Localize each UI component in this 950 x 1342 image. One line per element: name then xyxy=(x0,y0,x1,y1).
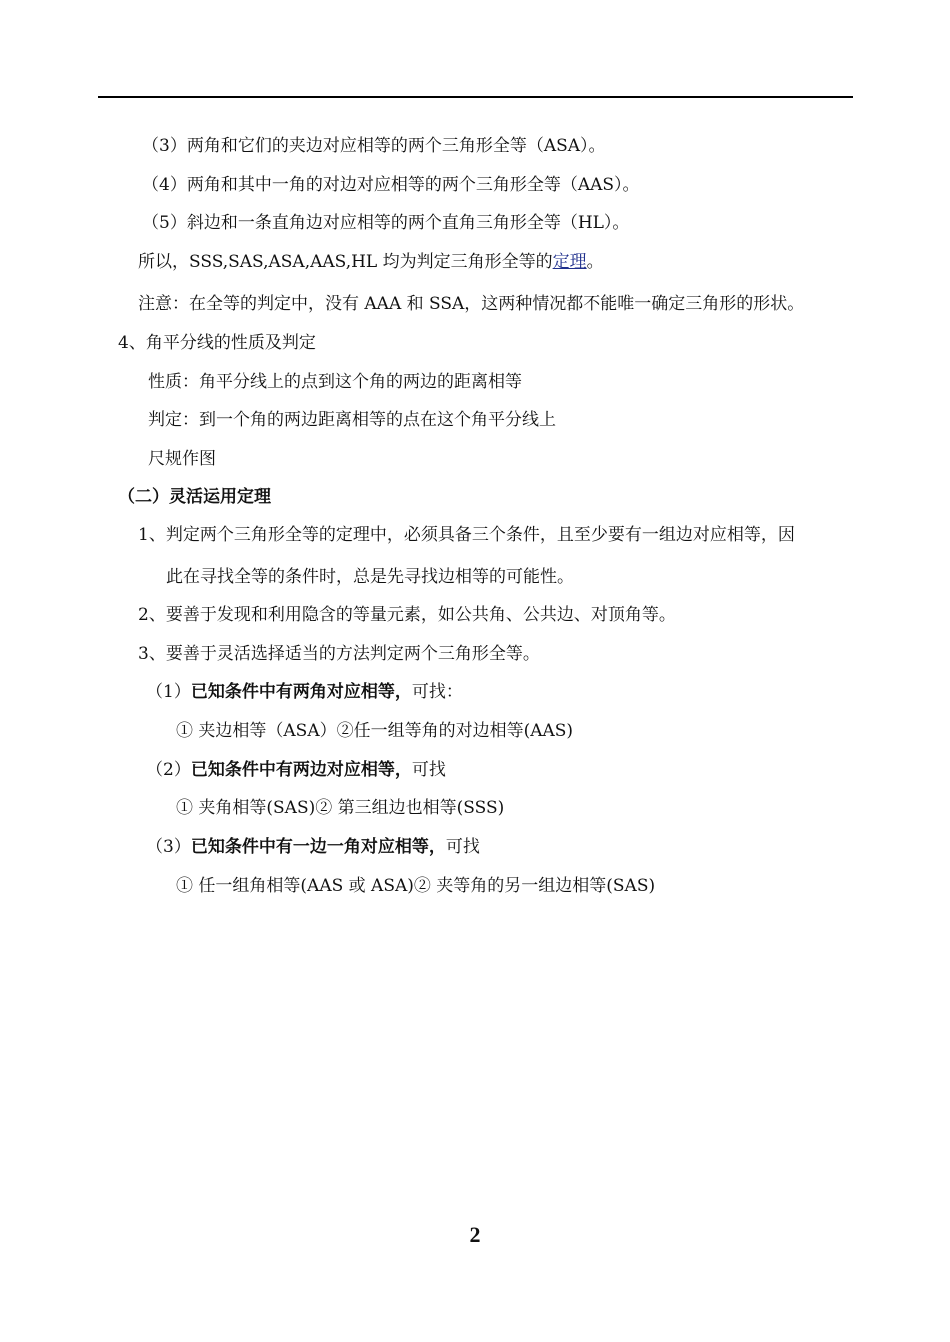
theorem-link[interactable]: 定理 xyxy=(552,252,587,272)
case-2-options: ① 夹角相等(SAS)② 第三组边也相等(SSS) xyxy=(176,798,505,818)
bisector-property: 性质：角平分线上的点到这个角的两边的距离相等 xyxy=(148,372,522,392)
case-1-condition: 已知条件中有两角对应相等， xyxy=(190,682,412,702)
page-number: 2 xyxy=(469,1222,481,1247)
case-2-find: 可找 xyxy=(411,760,446,780)
criterion-aas: （4）两角和其中一角的对边对应相等的两个三角形全等（AAS）。 xyxy=(142,175,640,195)
case-1-find: 可找： xyxy=(411,682,463,702)
bisector-criterion: 判定：到一个角的两边距离相等的点在这个角平分线上 xyxy=(148,410,556,430)
summary-period: 。 xyxy=(586,252,604,272)
case-2-condition: 已知条件中有两边对应相等， xyxy=(190,760,412,780)
case-2-number: （2） xyxy=(146,760,191,780)
case-1-line xyxy=(146,681,463,703)
item-2: 2、要善于发现和利用隐含的等量元素，如公共角、公共边、对顶角等。 xyxy=(138,605,676,625)
case-3-condition: 已知条件中有一边一角对应相等， xyxy=(190,837,446,857)
criterion-asa: （3）两角和它们的夹边对应相等的两个三角形全等（ASA）。 xyxy=(142,136,606,156)
case-2-line xyxy=(146,759,446,781)
bisector-heading: 4、角平分线的性质及判定 xyxy=(118,333,316,353)
case-3-number: （3） xyxy=(146,837,191,857)
summary-text: 所以，SSS,SAS,ASA,AAS,HL 均为判定三角形全等的 xyxy=(138,252,553,272)
section-heading: （二）灵活运用定理 xyxy=(118,487,271,507)
criterion-hl: （5）斜边和一条直角边对应相等的两个直角三角形全等（HL）。 xyxy=(142,213,630,233)
note-line: 注意：在全等的判定中，没有 AAA 和 SSA，这两种情况都不能唯一确定三角形的形状。 xyxy=(138,294,805,314)
case-3-find: 可找 xyxy=(445,837,480,857)
construction-line: 尺规作图 xyxy=(148,449,216,469)
header-rule xyxy=(98,96,853,98)
case-1-options: ① 夹边相等（ASA）②任一组等角的对边相等(AAS) xyxy=(176,721,574,741)
item-3: 3、要善于灵活选择适当的方法判定两个三角形全等。 xyxy=(138,644,540,664)
summary-line xyxy=(138,251,604,273)
case-1-number: （1） xyxy=(146,682,191,702)
item-1-line-2: 此在寻找全等的条件时，总是先寻找边相等的可能性。 xyxy=(166,567,574,587)
item-1-line-1: 1、判定两个三角形全等的定理中，必须具备三个条件，且至少要有一组边对应相等，因 xyxy=(138,525,795,545)
case-3-line xyxy=(146,836,480,858)
case-3-options: ① 任一组角相等(AAS 或 ASA)② 夹等角的另一组边相等(SAS) xyxy=(176,876,656,896)
